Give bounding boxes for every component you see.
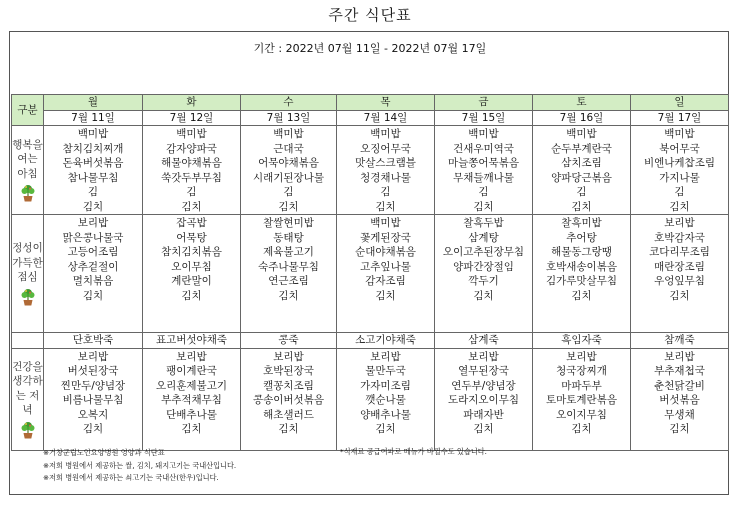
menu-cell [44,348,143,450]
menu-item: 부추적채무침 [161,394,222,406]
menu-item: 참치김치볶음 [161,246,222,258]
menu-item: 매란장조림 [654,260,705,273]
potted-plant-icon [20,288,36,306]
menu-item: 김치 [669,289,690,302]
snack-item: 삼계죽 [435,333,533,349]
menu-item: 김치 [278,289,299,302]
meal-label [12,126,44,215]
menu-item: 보리밥 [273,350,304,363]
menu-item: 김 [186,186,197,198]
menu-item: 김치 [181,423,202,435]
menu-item: 양파당근볶음 [551,171,612,184]
menu-item: 김 [87,186,99,198]
menu-cell [631,215,729,333]
menu-cell [143,215,241,333]
menu-item: 무채들깨나물 [453,171,514,184]
menu-item: 돈육버섯볶음 [62,157,124,169]
menu-item: 참치김치찌개 [62,142,124,155]
menu-item: 감자조림 [365,275,406,287]
menu-item: 김치 [181,289,202,302]
menu-item: 맛살스크램블 [355,157,416,169]
menu-cell [631,348,729,450]
menu-item: 오이무침 [171,260,212,273]
menu-item: 보리밥 [176,350,207,363]
menu-item: 보리밥 [664,217,695,229]
menu-cell [533,126,631,215]
menu-item: 오이고추된장무침 [442,246,525,258]
menu-item: 고등어조림 [67,246,119,258]
menu-item: 백미밥 [468,128,499,140]
menu-item: 김치 [181,200,202,213]
menu-item: 해물야채볶음 [161,157,222,169]
menu-item: 고추잎나물 [360,260,411,273]
menu-item: 비엔나케찹조림 [643,157,715,169]
menu-cell [241,348,337,450]
menu-item: 백미밥 [176,128,207,140]
menu-item: 우엉잎무침 [654,275,705,287]
menu-item: 상추겉절이 [67,260,119,273]
menu-item: 김치 [669,423,690,435]
page-title: 주간 식단표 [328,6,412,24]
menu-item: 근대국 [273,142,304,155]
menu-cell [337,126,435,215]
menu-item: 김 [283,186,294,198]
menu-item: 보리밥 [370,350,401,363]
menu-item: 추어탕 [566,231,597,244]
snack-item: 콩죽 [241,333,337,349]
menu-item: 김치 [278,200,299,213]
menu-item: 김 [380,186,391,198]
menu-item: 김 [576,186,587,198]
menu-item: 깍두기 [468,275,499,287]
menu-cell [533,215,631,333]
menu-cell [435,126,533,215]
menu-item: 마늘쫑어묵볶음 [447,157,519,169]
meal-label [12,348,44,450]
menu-item: 가자미조림 [360,379,411,392]
menu-item: 보리밥 [566,350,597,363]
menu-item: 춘천닭갈비 [654,379,705,392]
menu-item: 시래기된장나물 [252,171,324,184]
period-text: 기간 : 2022년 07월 11일 - 2022년 07월 17일 [253,42,487,55]
footnote-rice-kimchi-pork: ※저희 병원에서 제공하는 쌀, 김치, 돼지고기는 국내산입니다. [43,460,237,470]
weekly-menu-table [11,94,729,451]
menu-item: 열무된장국 [458,365,509,377]
menu-item: 김치 [82,200,104,213]
menu-cell [44,126,143,215]
menu-item: 감자양파국 [166,142,217,155]
menu-item: 단배추나물 [166,408,217,421]
menu-item: 청국장찌개 [556,365,607,377]
menu-item: 김치 [82,423,104,435]
menu-item: 버섯볶음 [659,394,700,406]
menu-item: 김치 [473,423,494,435]
menu-item: 부추재첩국 [654,365,705,377]
menu-item: 순두부계란국 [551,142,612,155]
menu-item: 백미밥 [77,128,109,140]
menu-item: 맑은콩나물국 [62,231,124,244]
footnote-beef: ※저희 병원에서 제공하는 쇠고기는 국내산(한우)입니다. [43,473,219,482]
menu-item: 청경채나물 [360,171,411,184]
menu-item: 김 [478,186,489,198]
menu-cell [435,348,533,450]
day-date-header: 7월 11일 [44,110,143,126]
meal-label-text: 행복을 여는 아침 [12,138,43,180]
menu-item: 캘꽁치조림 [263,379,314,392]
menu-item: 버섯된장국 [67,365,119,377]
day-name-header: 일 [631,95,729,111]
day-date-header: 7월 15일 [435,110,533,126]
menu-cell [337,348,435,450]
footnotes [43,447,236,485]
day-name-header: 목 [337,95,435,111]
menu-item: 김치 [571,289,592,302]
menu-cell [241,215,337,333]
menu-item: 보리밥 [664,350,695,363]
menu-item: 찰흑미밥 [561,217,602,229]
gubun-header: 구분 [12,95,44,126]
menu-item: 무생채 [664,408,695,421]
menu-item: 토마토계란볶음 [545,394,617,406]
menu-cell [631,126,729,215]
menu-item: 김치 [571,423,592,435]
menu-item: 김치 [473,200,494,213]
menu-item: 계란말이 [171,275,212,287]
menu-item: 김가루맛살무침 [545,275,617,287]
day-date-header: 7월 17일 [631,110,729,126]
menu-item: 백미밥 [273,128,304,140]
menu-item: 제육불고기 [263,246,314,258]
menu-item: 찰흑두밥 [463,217,504,229]
menu-item: 호박새송이볶음 [545,260,617,273]
menu-item: 건새우미역국 [453,142,514,155]
menu-item: 멸치볶음 [72,275,114,287]
menu-item: 가지나물 [659,171,700,184]
day-date-header: 7월 14일 [337,110,435,126]
menu-item: 해초샐러드 [263,408,314,421]
day-name-header: 월 [44,95,143,111]
meal-label-text: 건강을 생각하는 저녁 [12,360,43,416]
menu-cell [143,126,241,215]
menu-item: 북어무국 [659,142,700,155]
menu-item: 보리밥 [77,217,109,229]
snack-item: 흑임자죽 [533,333,631,349]
menu-item: 김치 [473,289,494,302]
snack-item: 단호박죽 [44,333,143,349]
menu-cell [337,215,435,333]
menu-item: 양배추나물 [360,408,411,421]
menu-item: 해물동그랑땡 [551,246,612,258]
menu-item: 팽이계란국 [166,365,217,377]
menu-item: 호박감자국 [654,231,705,244]
menu-item: 마파두부 [561,379,602,392]
day-name-header: 수 [241,95,337,111]
meal-label-text: 정성이 가득한 점심 [12,242,43,284]
menu-item: 백미밥 [664,128,695,140]
menu-item: 어묵탕 [176,231,207,244]
day-name-header: 금 [435,95,533,111]
menu-item: 잡곡밥 [176,217,207,229]
menu-item: 물만두국 [365,365,406,377]
footnote-supply: *식재료 공급여파로 메뉴가 바뀔수도 있습니다. [340,447,487,456]
menu-item: 쑥갓두부무침 [161,171,222,184]
menu-item: 찐만두/양념장 [60,379,126,392]
menu-item: 김치 [375,289,396,302]
footnote-hospital: ※거창군립노인요양병원 영양과 식단표 [43,448,165,457]
menu-item: 양파간장절임 [453,260,514,273]
potted-plant-icon [20,184,36,202]
menu-item: 보리밥 [468,350,499,363]
menu-item: 호박된장국 [263,365,314,377]
menu-item: 오징어무국 [360,142,411,155]
day-date-header: 7월 16일 [533,110,631,126]
snack-label-cell [12,333,44,349]
menu-item: 백미밥 [566,128,597,140]
menu-item: 꽃게된장국 [360,231,411,244]
menu-item: 코다리무조림 [649,246,710,258]
menu-item: 삼치조림 [561,157,602,169]
menu-item: 어묵야채볶음 [258,157,319,169]
day-date-header: 7월 13일 [241,110,337,126]
menu-item: 연두부/양념장 [451,379,516,392]
menu-item: 오복지 [77,408,109,421]
snack-item: 소고기야채죽 [337,333,435,349]
menu-item: 김치 [82,289,104,302]
menu-cell [435,215,533,333]
menu-item: 오이지무침 [556,408,607,421]
menu-cell [241,126,337,215]
menu-cell [143,348,241,450]
menu-item: 찰쌀현미밥 [263,217,314,229]
menu-item: 김치 [571,200,592,213]
menu-item: 깻순나물 [365,394,406,406]
day-name-header: 토 [533,95,631,111]
menu-item: 김치 [278,423,299,435]
menu-item: 김치 [669,200,690,213]
menu-item: 김치 [375,200,396,213]
menu-item: 콩송이버섯볶음 [252,394,324,406]
menu-item: 순대야채볶음 [355,246,416,258]
day-date-header: 7월 12일 [143,110,241,126]
menu-item: 김 [674,186,685,198]
menu-item: 동태탕 [273,231,304,244]
meal-label [12,215,44,333]
potted-plant-icon [20,421,36,439]
snack-item: 참깨죽 [631,333,729,349]
menu-item: 참나물무침 [67,171,119,184]
menu-cell [533,348,631,450]
menu-item: 삼계탕 [468,231,499,244]
menu-cell [44,215,143,333]
day-name-header: 화 [143,95,241,111]
menu-item: 보리밥 [77,350,109,363]
menu-item: 백미밥 [370,217,401,229]
menu-item: 백미밥 [370,128,401,140]
menu-item: 도라지오이무침 [447,394,519,406]
menu-item: 비름나물무침 [62,394,124,406]
menu-item: 연근조림 [268,275,309,287]
menu-item: 오리훈제불고기 [155,379,227,392]
snack-item: 표고버섯야채죽 [143,333,241,349]
menu-item: 숙주나물무침 [258,260,319,273]
menu-item: 김치 [375,423,396,435]
menu-item: 파래자반 [463,408,504,421]
